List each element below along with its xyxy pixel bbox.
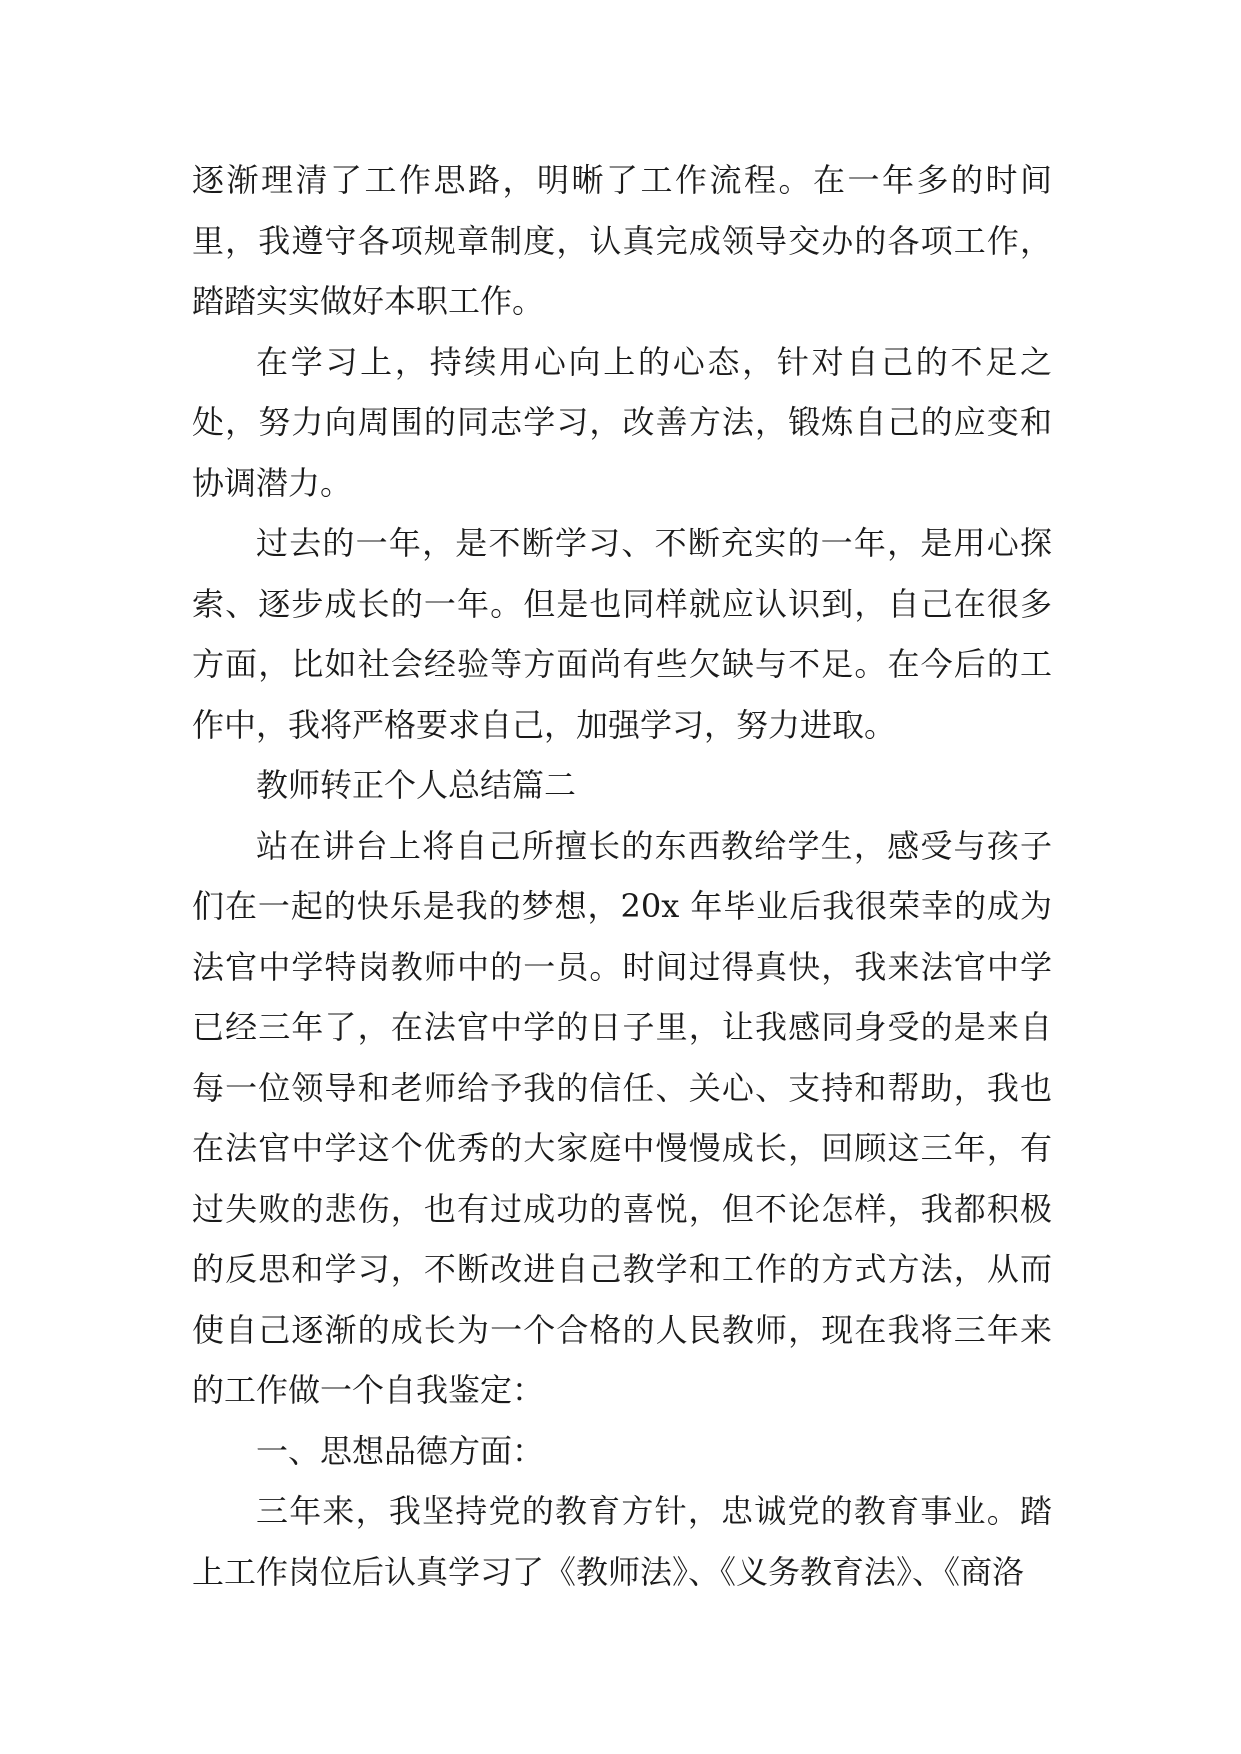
- paragraph-5: 站在讲台上将自己所擅长的东西教给学生，感受与孩子们在一起的快乐是我的梦想，20x 年毕业后我很荣幸的成为法官中学特岗教师中的一员。时间过得真快，我来法官中学已经三年了，在法官中学的日子里，让我感同身受的是来自每一位领导和老师给予我的信任、关心、支持和帮助，我也在法官中学这个优秀的大家庭中慢慢成长，回顾这三年，有过失败的悲伤，也有过成功的喜悦，但不论怎样，我都积极的反思和学习，不断改进自己教学和工作的方式方法，从而使自己逐渐的成长为一个合格的人民教师，现在我将三年来的工作做一个自我鉴定：: [192, 826, 1052, 1409]
- paragraph-3: 过去的一年，是不断学习、不断充实的一年，是用心探索、逐步成长的一年。但是也同样就应认识到，自己在很多方面，比如社会经验等方面尚有些欠缺与不足。在今后的工作中，我将严格要求自己，加强学习，努力进取。: [192, 524, 1052, 744]
- paragraph-2: 在学习上，持续用心向上的心态，针对自己的不足之处，努力向周围的同志学习，改善方法，锻炼自己的应变和协调潜力。: [192, 342, 1052, 502]
- paragraph-1: 逐渐理清了工作思路，明晰了工作流程。在一年多的时间里，我遵守各项规章制度，认真完成领导交办的各项工作，踏踏实实做好本职工作。: [192, 161, 1052, 320]
- section-heading-part-two: 教师转正个人总结篇二: [256, 766, 577, 804]
- subheading-moral-character: 一、思想品德方面：: [256, 1431, 545, 1470]
- paragraph-7: 三年来，我坚持党的教育方针，忠诚党的教育事业。踏上工作岗位后认真学习了《教师法》、《义务教育法》、《商洛: [192, 1492, 1052, 1591]
- document-body: [192, 150, 1052, 1602]
